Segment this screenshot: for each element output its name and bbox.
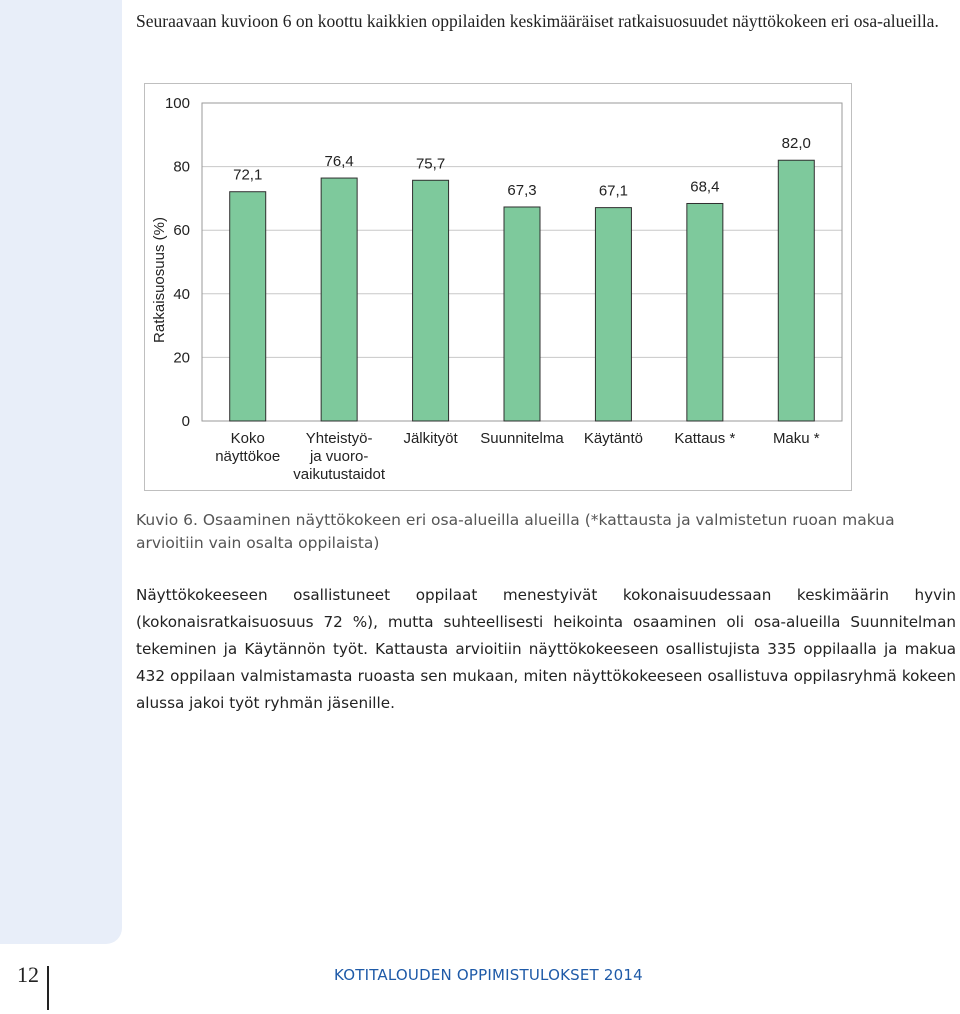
footer-title: KOTITALOUDEN OPPIMISTULOKSET 2014	[334, 966, 643, 984]
data-label: 67,3	[507, 181, 537, 199]
body-paragraph: Näyttökokeeseen osallistuneet oppilaat menestyivät kokonaisuudessaan keskimäärin hyvin (kokonaisratkaisuosuus 72 %), mutta suhteellisesti heikointa osaaminen oli osa-alueilla Suunnitelman tekeminen ja Käytännön työt. Kattausta arvioitiin näyttökokeeseen osallistujista 335 oppilaalla ja makua 432 oppilaan valmistamasta ruoasta sen mukaan, miten näyttökokeeseen osallistuva oppilasryhmä kokeen alussa jakoi työt ryhmän jäsenille.	[136, 586, 956, 712]
bar	[687, 203, 723, 421]
caption-label: Kuvio 6.	[136, 511, 198, 529]
y-tick-label: 20	[173, 349, 190, 367]
x-tick-label: vaikutustaidot	[293, 466, 386, 483]
data-label: 82,0	[781, 135, 811, 153]
x-tick-label: Yhteistyö-	[305, 430, 373, 447]
bar	[595, 208, 631, 421]
footer-rule	[47, 966, 49, 1010]
bar	[778, 160, 814, 421]
data-label: 75,7	[415, 155, 446, 173]
y-tick-label: 100	[164, 95, 190, 112]
bar	[230, 192, 266, 421]
data-label: 67,1	[598, 182, 629, 200]
bar	[321, 178, 357, 421]
y-tick-label: 40	[173, 285, 190, 303]
bar	[504, 207, 540, 421]
x-tick-label: Käytäntö	[583, 430, 644, 447]
side-band	[0, 0, 122, 944]
x-tick-label: näyttökoe	[215, 448, 281, 465]
y-axis-title: Ratkaisuosuus (%)	[151, 217, 168, 343]
bar	[413, 180, 449, 421]
y-tick-label: 60	[173, 222, 190, 240]
intro-paragraph: Seuraavaan kuvioon 6 on koottu kaikkien oppilaiden keskimääräiset ratkaisuosuudet näyttökokeen eri osa-alueilla.	[136, 11, 939, 31]
data-label: 76,4	[324, 153, 354, 171]
x-tick-label: Jälkityöt	[403, 430, 458, 447]
data-label: 72,1	[233, 166, 263, 184]
x-tick-label: Suunnitelma	[480, 430, 564, 447]
caption-text: Osaaminen näyttökokeen eri osa-alueilla alueilla (*kattausta ja valmistetun ruoan makua arvioitiin vain osalta oppilaista)	[136, 511, 895, 552]
y-tick-label: 80	[173, 158, 190, 176]
x-tick-label: Koko	[230, 430, 265, 447]
data-label: 68,4	[690, 178, 720, 196]
y-tick-label: 0	[181, 413, 190, 430]
figure-caption	[136, 509, 936, 555]
x-tick-label: ja vuoro-	[309, 448, 369, 465]
x-tick-label: Maku *	[772, 430, 820, 447]
x-tick-label: Kattaus *	[674, 430, 736, 447]
page-number: 12	[17, 962, 39, 987]
bar-chart	[144, 83, 852, 491]
